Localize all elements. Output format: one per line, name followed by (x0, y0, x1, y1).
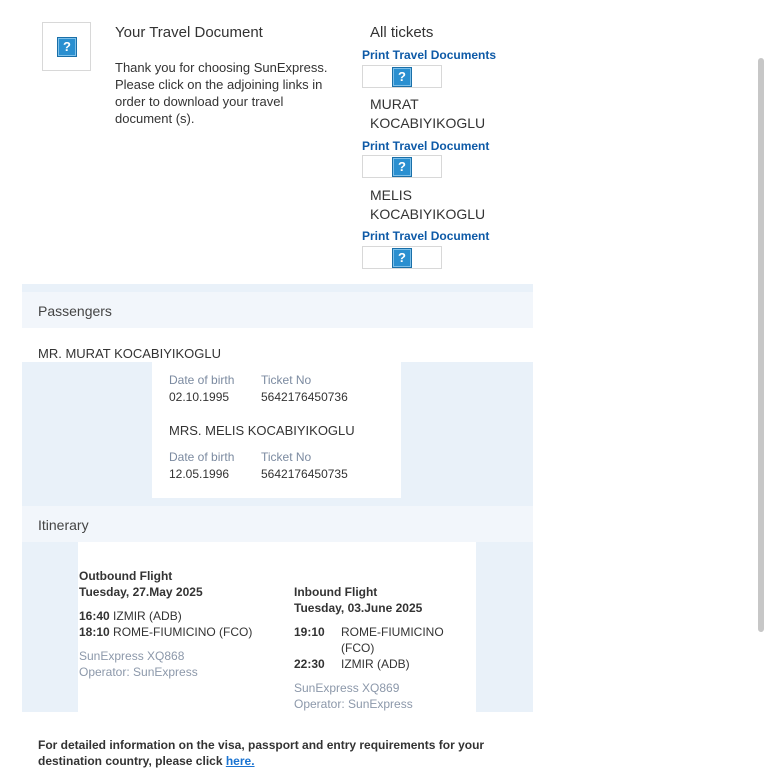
itinerary-header-band (22, 506, 533, 542)
vertical-scrollbar[interactable] (758, 58, 764, 632)
page-title: Your Travel Document (115, 24, 263, 41)
inbound-dep-place-2: (FCO) (341, 641, 375, 655)
visa-info-text (38, 737, 508, 769)
ticket-name-melis-first: MELIS (370, 187, 413, 203)
visa-info-link[interactable]: here. (225, 754, 255, 768)
inbound-date: Tuesday, 03.June 2025 (294, 601, 423, 615)
intro-text: Thank you for choosing SunExpress. Please click on the adjoining links in order to download your travel document (s). (115, 60, 328, 126)
ticket-label-1: Ticket No (261, 373, 312, 387)
dob-label-1: Date of birth (169, 373, 235, 387)
ticket-label-2: Ticket No (261, 450, 312, 464)
passengers-heading: Passengers (38, 303, 112, 319)
dob-value-2: 12.05.1996 (169, 467, 230, 481)
outbound-dep-time: 16:40 (79, 609, 110, 623)
inbound-dep-time: 19:10 (294, 625, 325, 639)
passengers-bottom-strip (152, 498, 401, 506)
print-murat-icon-box[interactable] (362, 155, 442, 178)
help-icon: ? (392, 248, 412, 268)
outbound-arr-place: ROME-FIUMICINO (FCO) (113, 625, 253, 639)
ticket-value-1: 5642176450736 (261, 390, 348, 404)
outbound-date: Tuesday, 27.May 2025 (79, 585, 203, 599)
outbound-title: Outbound Flight (79, 569, 173, 583)
outbound-arrival (79, 625, 252, 639)
itinerary-heading: Itinerary (38, 517, 89, 533)
outbound-departure (79, 609, 182, 623)
itinerary-right-band (476, 542, 533, 712)
dob-value-1: 02.10.1995 (169, 390, 230, 404)
outbound-operator: Operator: SunExpress (79, 665, 198, 679)
ticket-value-2: 5642176450735 (261, 467, 348, 481)
passenger-1-name: MR. MURAT KOCABIYIKOGLU (38, 346, 221, 361)
document-icon-box (42, 22, 91, 71)
outbound-dep-place: IZMIR (ADB) (113, 609, 182, 623)
print-document-link-murat[interactable]: Print Travel Document (362, 139, 490, 153)
inbound-flight: SunExpress XQ869 (294, 681, 400, 695)
print-document-link-melis[interactable]: Print Travel Document (362, 229, 490, 243)
inbound-arr-time: 22:30 (294, 657, 325, 671)
print-melis-icon-box[interactable] (362, 246, 442, 269)
help-icon: ? (57, 37, 77, 57)
outbound-flight: SunExpress XQ868 (79, 649, 185, 663)
help-icon: ? (392, 67, 412, 87)
passengers-top-strip (22, 284, 533, 292)
all-tickets-label: All tickets (370, 24, 434, 41)
passenger-2-name: MRS. MELIS KOCABIYIKOGLU (169, 423, 355, 438)
inbound-title: Inbound Flight (294, 585, 378, 599)
inbound-dep-place-1: ROME-FIUMICINO (341, 625, 444, 639)
passengers-header-band (22, 292, 533, 328)
print-all-documents-link[interactable]: Print Travel Documents (362, 48, 497, 62)
itinerary-left-band (22, 542, 78, 712)
ticket-name-melis-last: KOCABIYIKOGLU (370, 206, 486, 222)
dob-label-2: Date of birth (169, 450, 235, 464)
passengers-right-band (401, 362, 533, 506)
inbound-arr-place: IZMIR (ADB) (341, 657, 410, 671)
ticket-name-murat-first: MURAT (370, 96, 419, 112)
visa-info-body: For detailed information on the visa, passport and entry requirements for your destination country, please click (38, 738, 485, 768)
print-all-icon-box[interactable] (362, 65, 442, 88)
inbound-operator: Operator: SunExpress (294, 697, 413, 711)
outbound-arr-time: 18:10 (79, 625, 110, 639)
ticket-name-murat-last: KOCABIYIKOGLU (370, 115, 486, 131)
passengers-left-band (22, 362, 152, 506)
help-icon: ? (392, 157, 412, 177)
